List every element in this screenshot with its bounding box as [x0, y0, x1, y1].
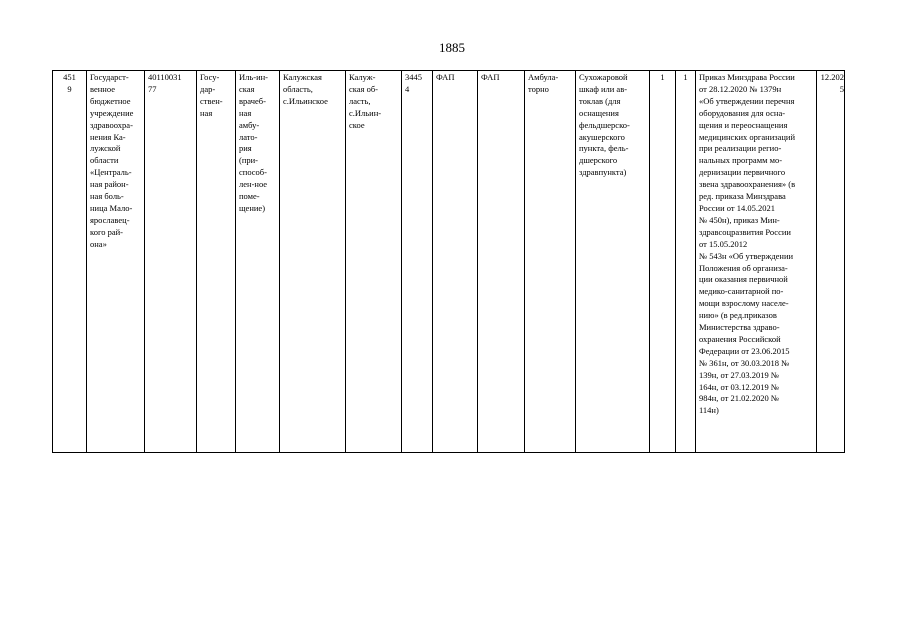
cell-legal-basis: Приказ Минздрава России от 28.12.2020 № 1379н «Об утверждении перечня оборудования для осна- щения и переоснащения медицинских организаций при реализации регио- нальных программ мо- дернизации первичного звена здравоохранения» (в ред. приказа Минздрава России от 14.05.2021 № 450н), приказ Мин- здравсоцразвития России от 15.05.2012 № 543н «Об утверждении Положения об организа- ции оказания первичной медико-санитарной по- мощи взрослому населе- нию» (в ред.приказов Министерства здраво- охранения Российской Федерации от 23.06.2015 № 361н, от 30.03.2018 № 139н, от 27.03.2019 № 164н, от 03.12.2019 № 984н, от 21.02.2020 № 114н)	[696, 71, 817, 453]
cell-code: 3445 4	[402, 71, 433, 453]
cell-ownership: Госу- дар- ствен- ная	[197, 71, 236, 453]
table-row	[53, 71, 845, 453]
equipment-register-table	[52, 70, 845, 453]
page-number: 1885	[439, 40, 465, 55]
cell-type-a: ФАП	[433, 71, 478, 453]
cell-locality: Калуж- ская об- ласть, с.Ильин- ское	[346, 71, 402, 453]
cell-qty-required: 1	[650, 71, 676, 453]
cell-inn: 40110031 77	[145, 71, 197, 453]
cell-organization: Государст- венное бюджетное учреждение здравоохра- нения Ка- лужской области «Централь- ная район- ная боль- ница Мало- ярославец- кого рай- она»	[87, 71, 145, 453]
cell-qty-needed: 1	[676, 71, 696, 453]
cell-address: Калужская область, с.Ильинское	[280, 71, 346, 453]
cell-type-b: ФАП	[478, 71, 525, 453]
cell-facility: Иль-ин- ская врачеб- ная амбу- лато- рия (при- способ- лен-ное поме- щение)	[236, 71, 280, 453]
cell-equipment: Сухожаровой шкаф или ав- токлав (для оснащения фельдшерско- акушерского пункта, фель- дшерского здравпункта)	[576, 71, 650, 453]
cell-care-form: Амбула- торно	[525, 71, 576, 453]
cell-index: 451 9	[53, 71, 87, 453]
cell-deadline: 12.2025	[817, 71, 845, 453]
